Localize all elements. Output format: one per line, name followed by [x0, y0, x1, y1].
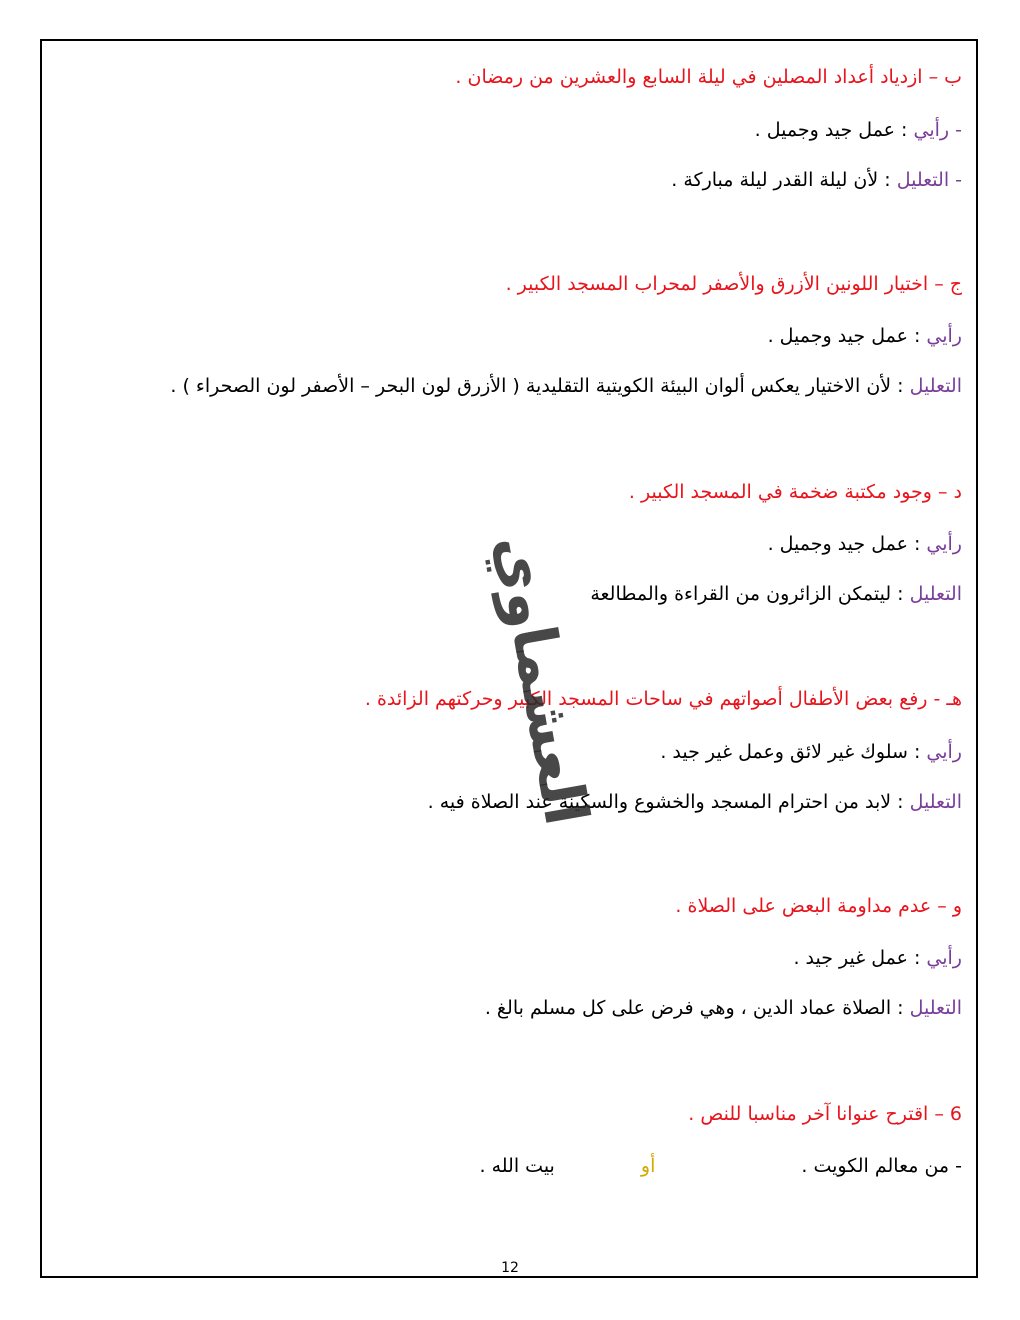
reason-text: : الصلاة عماد الدين ، وهي فرض على كل مسلم بالغ . — [484, 997, 904, 1019]
or-word: أو — [640, 1155, 656, 1177]
section-b-reason — [671, 168, 962, 192]
opinion-text: : عمل جيد وجميل . — [767, 325, 921, 347]
opinion-text: : عمل جيد وجميل . — [767, 533, 921, 555]
section-h-heading: هـ - رفع بعض الأطفال أصواتهم في ساحات المسجد الكبير وحركتهم الزائدة . — [364, 688, 962, 710]
section-d-opinion — [768, 532, 962, 556]
opinion-label: رأيي — [926, 533, 962, 555]
answer-option-b: بيت الله . — [479, 1155, 555, 1177]
question-6-answer — [480, 1154, 963, 1178]
section-w-reason — [485, 996, 962, 1020]
section-j-reason — [170, 374, 962, 398]
reason-label: - التعليل — [896, 169, 962, 191]
opinion-label: - رأيي — [913, 119, 962, 141]
section-d-reason — [590, 582, 962, 606]
opinion-text: : عمل جيد وجميل . — [754, 119, 908, 141]
section-b-opinion — [755, 118, 962, 142]
section-j-opinion — [768, 324, 962, 348]
answer-option-a: - من معالم الكويت . — [801, 1155, 962, 1177]
opinion-text: : سلوك غير لائق وعمل غير جيد . — [660, 741, 921, 763]
reason-text: : لابد من احترام المسجد والخشوع والسكينة عند الصلاة فيه . — [427, 791, 904, 813]
watermark-signature: العشماوي — [481, 529, 602, 831]
opinion-label: رأيي — [926, 741, 962, 763]
section-w-opinion — [793, 946, 962, 970]
section-h-reason — [428, 790, 962, 814]
reason-text: : لأن ليلة القدر ليلة مباركة . — [671, 169, 891, 191]
section-h-opinion — [660, 740, 962, 764]
page-number: 12 — [501, 1260, 519, 1276]
reason-label: التعليل — [909, 375, 962, 397]
reason-text: : لأن الاختيار يعكس ألوان البيئة الكويتية التقليدية ( الأزرق لون البحر – الأصفر لون الصحراء ) . — [170, 375, 904, 397]
opinion-label: رأيي — [926, 325, 962, 347]
section-b-heading: ب – ازدياد أعداد المصلين في ليلة السابع والعشرين من رمضان . — [455, 66, 962, 88]
reason-label: التعليل — [909, 583, 962, 605]
section-w-heading: و – عدم مداومة البعض على الصلاة . — [675, 895, 962, 917]
opinion-text: : عمل غير جيد . — [793, 947, 921, 969]
page-border — [40, 39, 978, 1278]
section-d-heading: د – وجود مكتبة ضخمة في المسجد الكبير . — [628, 481, 962, 503]
reason-text: : ليتمكن الزائرون من القراءة والمطالعة — [590, 583, 904, 605]
opinion-label: رأيي — [926, 947, 962, 969]
reason-label: التعليل — [909, 791, 962, 813]
section-j-heading: ج – اختيار اللونين الأزرق والأصفر لمحراب المسجد الكبير . — [505, 273, 962, 295]
question-6-heading: 6 – اقترح عنوانا آخر مناسبا للنص . — [688, 1103, 962, 1125]
reason-label: التعليل — [909, 997, 962, 1019]
